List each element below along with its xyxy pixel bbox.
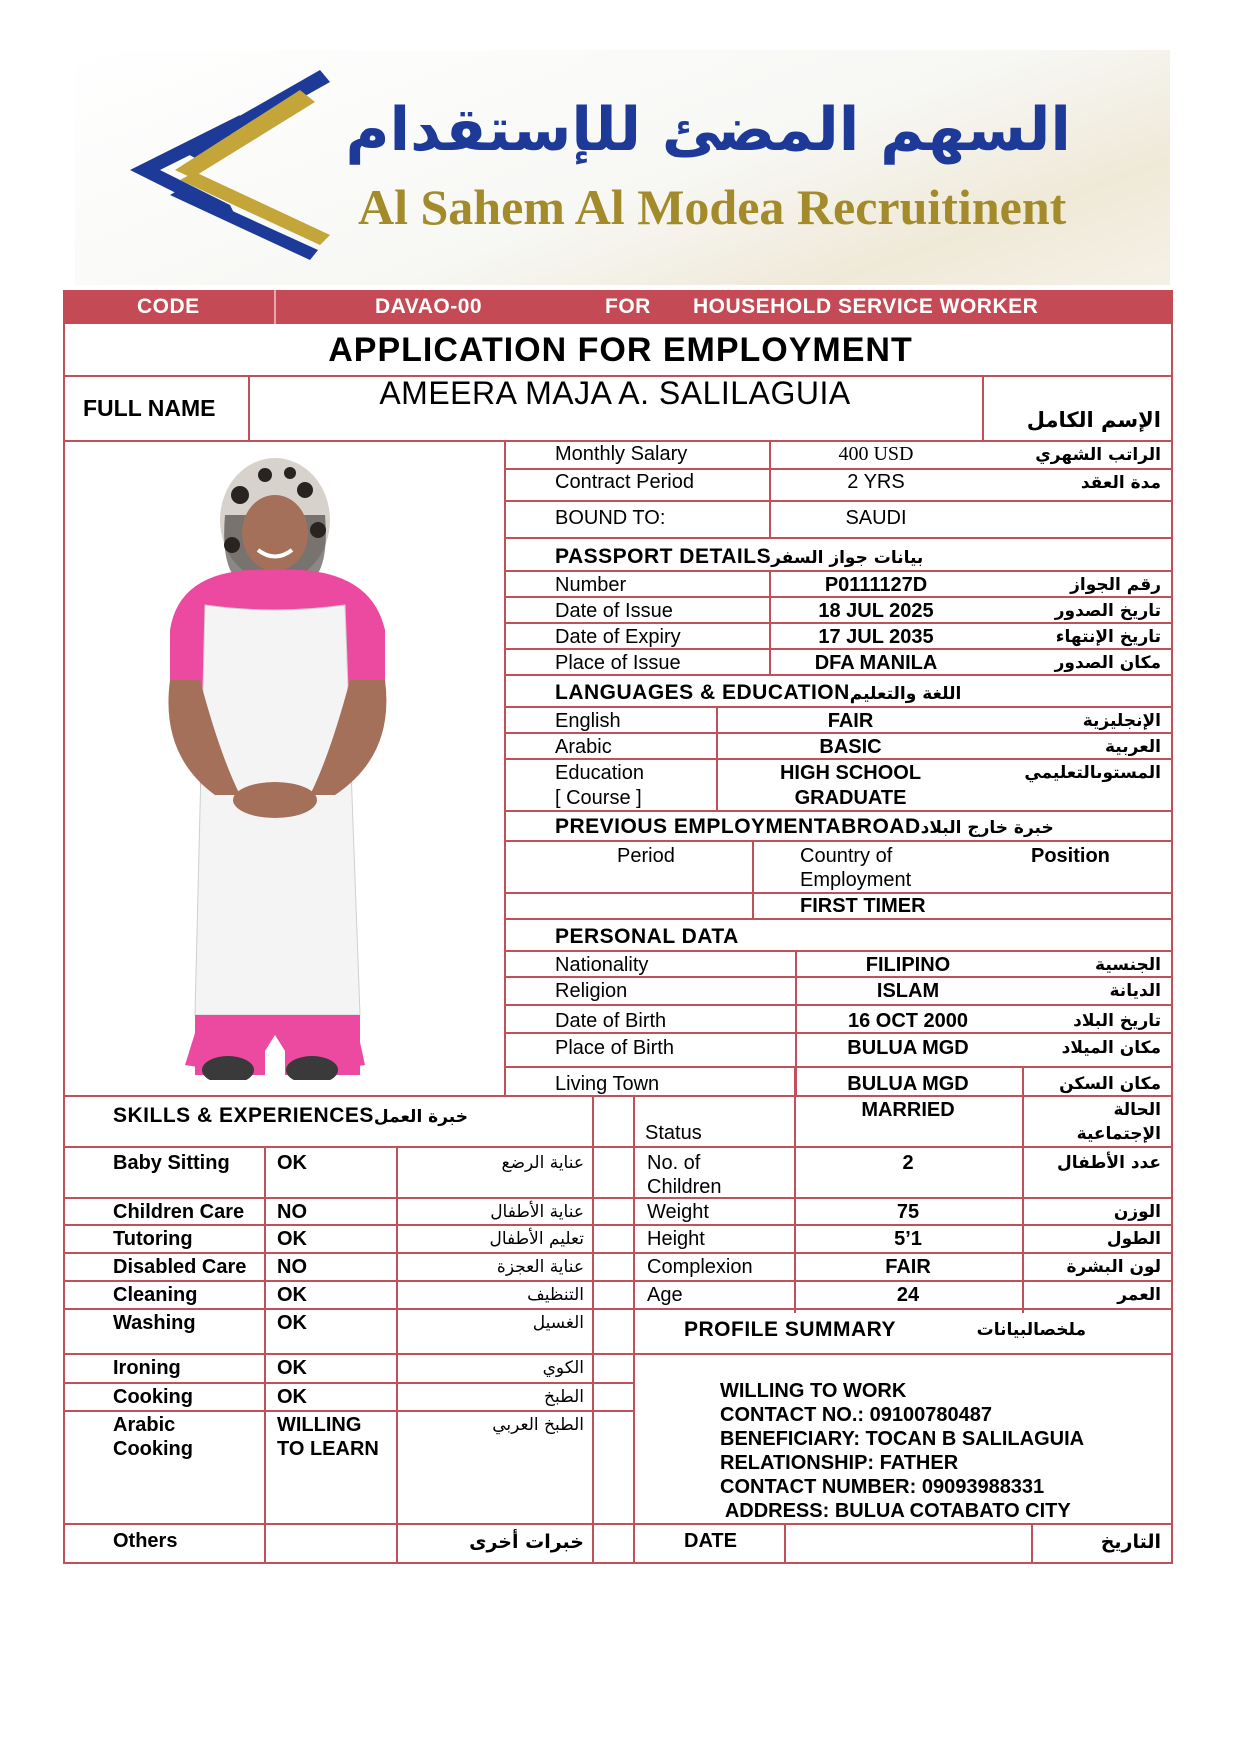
monthly-salary-label: Monthly Salary (555, 443, 688, 465)
place-of-birth-label-ar: مكان الميلاد (1061, 1038, 1161, 1058)
bound-to-value: SAUDI (845, 507, 907, 529)
logo-arabic-text: السهم المضئ للإستقدام (345, 95, 1071, 165)
code-label: CODE (137, 295, 200, 318)
page-title: APPLICATION FOR EMPLOYMENT (328, 331, 913, 369)
skill-arabic-cooking-value: WILLING (277, 1414, 362, 1436)
arabic-label: Arabic (555, 736, 612, 758)
place-of-issue-label-ar: مكان الصدور (1054, 653, 1161, 673)
weight-label: Weight (647, 1201, 709, 1223)
profile-summary-heading-ar: ملخصالبيانات (976, 1320, 1086, 1340)
nationality-value: FILIPINO (865, 954, 951, 976)
position-column-header: Position (1031, 845, 1110, 867)
date-of-expiry-value: 17 JUL 2035 (818, 626, 934, 648)
logo-english-text: Al Sahem Al Modea Recruitinent (358, 179, 1067, 235)
contract-period-label: Contract Period (555, 471, 694, 493)
skill-children-care-value: NO (277, 1201, 307, 1223)
skill-baby-sitting-label: Baby Sitting (113, 1152, 230, 1174)
education-label-ar: المستوىالتعليمي (1024, 763, 1161, 783)
date-label-ar: التاريخ (1100, 1531, 1161, 1553)
skill-arabic-cooking-label: Arabic (113, 1414, 176, 1436)
status-label-ar: الحالة (1113, 1100, 1161, 1120)
skill-cleaning-value: OK (277, 1284, 307, 1306)
living-town-label: Living Town (555, 1073, 660, 1095)
date-of-birth-label: Date of Birth (555, 1010, 667, 1032)
skill-baby-sitting-value: OK (277, 1152, 307, 1174)
skill-others-label: Others (113, 1530, 178, 1552)
age-label: Age (647, 1284, 683, 1306)
complexion-value: FAIR (885, 1256, 931, 1278)
arrow-logo-icon (120, 60, 340, 260)
skill-cleaning-label: Cleaning (113, 1284, 198, 1306)
place-of-birth-value: BULUA MGD (847, 1037, 969, 1059)
contract-period-label-ar: مدة العقد (1080, 473, 1161, 493)
skills-heading: SKILLS & EXPERIENCESخبرة العمل (113, 1104, 468, 1127)
skill-ironing-value: OK (277, 1357, 307, 1379)
applicant-photo (140, 455, 410, 1080)
religion-label-ar: الديانة (1109, 981, 1161, 1001)
skill-disabled-care-label: Disabled Care (113, 1256, 247, 1278)
profile-line-4: RELATIONSHIP: FATHER (720, 1452, 959, 1474)
place-of-issue-label: Place of Issue (555, 652, 681, 674)
passport-number-label-ar: رقم الجواز (1070, 575, 1161, 595)
skill-tutoring-label: Tutoring (113, 1228, 193, 1250)
skill-ironing-label: Ironing (113, 1357, 181, 1379)
skill-others-label-ar: خبرات أخرى (469, 1531, 584, 1553)
position-applied: HOUSEHOLD SERVICE WORKER (693, 295, 1039, 318)
skill-children-care-label: Children Care (113, 1201, 245, 1223)
education-label: Education (555, 762, 644, 784)
languages-heading: LANGUAGES & EDUCATIONاللغة والتعليم (555, 681, 962, 704)
profile-line-3: BENEFICIARY: TOCAN B SALILAGUIA (720, 1428, 1085, 1450)
profile-line-1: WILLING TO WORK (720, 1380, 907, 1402)
previous-employment-heading: PREVIOUS EMPLOYMENTABROADخبرة خارج البلاد (555, 815, 1054, 838)
complexion-label-ar: لون البشرة (1066, 1257, 1161, 1277)
skill-cooking-label: Cooking (113, 1386, 193, 1408)
complexion-label: Complexion (647, 1256, 753, 1278)
period-column-header: Period (617, 845, 675, 867)
english-label-ar: الإنجليزية (1082, 711, 1161, 731)
country-column-header: Country of (800, 845, 893, 867)
skill-arabic-cooking-value-2: TO LEARN (277, 1438, 379, 1460)
skill-arabic-cooking-label-2: Cooking (113, 1438, 193, 1460)
full-name-label: FULL NAME (83, 395, 216, 421)
profile-line-2: CONTACT NO.: 09100780487 (720, 1404, 992, 1426)
skill-cooking-label-ar: الطبخ (544, 1387, 584, 1407)
profile-line-6: ADDRESS: BULUA COTABATO CITY (720, 1500, 1071, 1522)
age-label-ar: العمر (1117, 1285, 1161, 1305)
full-name-value: AMEERA MAJA A. SALILAGUIA (379, 375, 851, 411)
height-value: 5’1 (894, 1228, 922, 1250)
date-label: DATE (684, 1530, 737, 1552)
children-label: No. of (647, 1152, 701, 1174)
religion-label: Religion (555, 980, 628, 1002)
english-label: English (555, 710, 621, 732)
passport-number-value: P0111127D (824, 574, 928, 596)
status-value: MARRIED (861, 1099, 955, 1121)
education-value: HIGH SCHOOL (779, 762, 922, 784)
place-of-birth-label: Place of Birth (555, 1037, 674, 1059)
place-of-issue-value: DFA MANILA (814, 652, 938, 674)
date-of-issue-label: Date of Issue (555, 600, 673, 622)
education-course-label: [ Course ] (555, 787, 642, 809)
children-label-2: Children (647, 1176, 722, 1198)
code-value: DAVAO-00 (375, 295, 483, 318)
arabic-label-ar: العربية (1104, 737, 1161, 757)
skill-cleaning-label-ar: التنظيف (527, 1285, 584, 1305)
date-of-expiry-label: Date of Expiry (555, 626, 681, 648)
bound-to-label: BOUND TO: (555, 507, 666, 529)
skill-tutoring-value: OK (277, 1228, 307, 1250)
height-label: Height (647, 1228, 705, 1250)
skill-washing-value: OK (277, 1312, 307, 1334)
skill-disabled-care-value: NO (277, 1256, 307, 1278)
skill-children-care-label-ar: عناية الأطفال (490, 1202, 584, 1222)
weight-value: 75 (896, 1201, 920, 1223)
logo-banner (75, 50, 1170, 285)
date-of-issue-label-ar: تاريخ الصدور (1054, 601, 1161, 621)
religion-value: ISLAM (876, 980, 940, 1002)
date-of-expiry-label-ar: تاريخ الإنتهاء (1055, 627, 1161, 647)
height-label-ar: الطول (1106, 1229, 1161, 1249)
for-label: FOR (605, 295, 651, 318)
status-label-ar-2: الإجتماعية (1076, 1124, 1161, 1144)
skill-washing-label: Washing (113, 1312, 196, 1334)
skill-disabled-care-label-ar: عناية العجزة (496, 1257, 584, 1277)
skill-baby-sitting-label-ar: عناية الرضع (501, 1153, 584, 1173)
living-town-label-ar: مكان السكن (1059, 1074, 1161, 1094)
full-name-label-ar: الإسم الكامل (1026, 408, 1161, 432)
skill-tutoring-label-ar: تعليم الأطفال (489, 1229, 584, 1249)
education-value-2: GRADUATE (794, 787, 907, 809)
date-of-birth-value: 16 OCT 2000 (847, 1010, 969, 1032)
country-column-header-2: Employment (800, 869, 912, 891)
children-value: 2 (902, 1152, 914, 1174)
date-of-issue-value: 18 JUL 2025 (818, 600, 934, 622)
skill-ironing-label-ar: الكوي (542, 1358, 584, 1378)
skill-cooking-value: OK (277, 1386, 307, 1408)
profile-summary-heading: PROFILE SUMMARY (684, 1318, 897, 1341)
living-town-value: BULUA MGD (847, 1073, 969, 1095)
profile-line-5: CONTACT NUMBER: 09093988331 (720, 1476, 1045, 1498)
nationality-label-ar: الجنسية (1095, 955, 1161, 975)
monthly-salary-value: 400 USD (838, 443, 914, 465)
children-label-ar: عدد الأطفال (1057, 1153, 1161, 1173)
arabic-value: BASIC (819, 736, 882, 758)
age-value: 24 (896, 1284, 920, 1306)
monthly-salary-label-ar: الراتب الشهري (1035, 445, 1161, 465)
passport-heading: PASSPORT DETAILSبيانات جواز السفر (555, 545, 924, 568)
employment-history-value: FIRST TIMER (800, 895, 926, 917)
passport-number-label: Number (555, 574, 627, 596)
nationality-label: Nationality (555, 954, 649, 976)
personal-data-heading: PERSONAL DATA (555, 925, 739, 948)
skill-washing-label-ar: الغسيل (532, 1313, 584, 1333)
skill-arabic-cooking-label-ar: الطبخ العربي (492, 1415, 584, 1435)
status-label: Status (645, 1122, 702, 1144)
weight-label-ar: الوزن (1113, 1202, 1161, 1222)
contract-period-value: 2 YRS (847, 471, 905, 493)
english-value: FAIR (827, 710, 874, 732)
date-of-birth-label-ar: تاريخ البلاد (1073, 1011, 1161, 1031)
